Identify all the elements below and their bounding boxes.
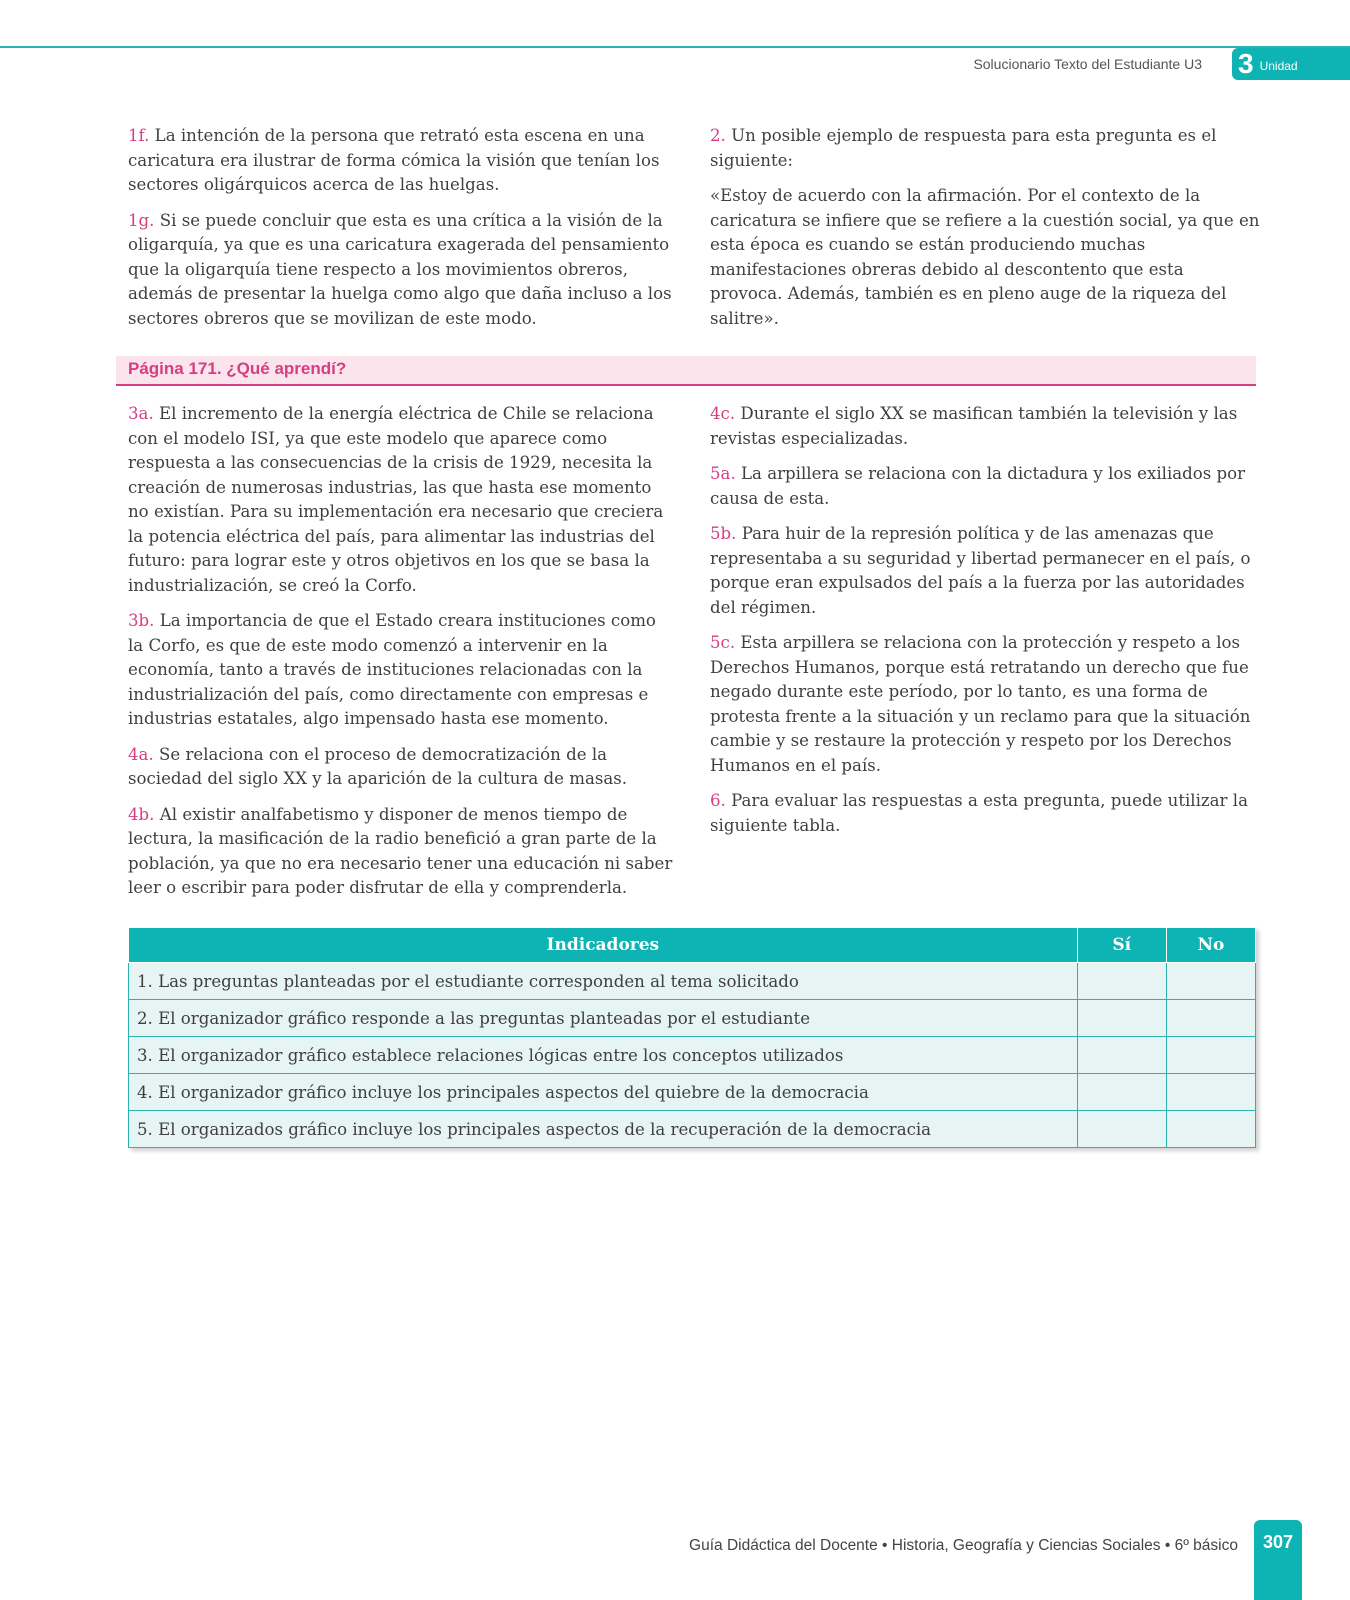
no-checkbox-cell[interactable] xyxy=(1166,1074,1255,1111)
no-checkbox-cell[interactable] xyxy=(1166,963,1255,1000)
top-right-column xyxy=(710,124,1260,342)
header-si: Sí xyxy=(1077,928,1166,963)
page-number: 307 xyxy=(1262,1532,1294,1552)
indicator-cell: 3. El organizador gráfico establece relaciones lógicas entre los conceptos utilizados xyxy=(129,1037,1078,1074)
unit-tab xyxy=(1232,48,1350,80)
answer-paragraph xyxy=(710,522,1260,620)
answer-number: 4c. xyxy=(710,404,736,423)
answer-text: Para evaluar las respuestas a esta pregunta, puede utilizar la siguiente tabla. xyxy=(710,791,1248,835)
section-heading-band xyxy=(116,356,1256,386)
si-checkbox-cell[interactable] xyxy=(1077,1037,1166,1074)
answer-text: Al existir analfabetismo y disponer de menos tiempo de lectura, la masificación de la radio benefició a gran parte de la población, ya que no era necesario tener una educación ni saber leer o escribir para poder disfrutar de ella y comprenderla. xyxy=(128,804,673,897)
answer-paragraph xyxy=(710,124,1260,173)
table-row xyxy=(129,1111,1256,1148)
answer-paragraph xyxy=(128,209,673,332)
answer-paragraph xyxy=(128,743,676,792)
answer-paragraph xyxy=(710,789,1260,838)
answer-text: Se relaciona con el proceso de democratización de la sociedad del siglo XX y la aparición de la cultura de masas. xyxy=(128,744,628,788)
table-row xyxy=(129,1037,1256,1074)
bottom-right-column xyxy=(710,402,1260,849)
si-checkbox-cell[interactable] xyxy=(1077,1111,1166,1148)
answer-number: 5b. xyxy=(710,524,737,543)
answer-number: 5a. xyxy=(710,464,736,483)
answer-paragraph xyxy=(710,402,1260,451)
unit-label: Unidad xyxy=(1259,59,1298,73)
table-row xyxy=(129,963,1256,1000)
answer-text: La arpillera se relaciona con la dictadura y los exiliados por causa de esta. xyxy=(710,464,1246,508)
header-no: No xyxy=(1166,928,1255,963)
answer-text: La intención de la persona que retrató esta escena en una caricatura era ilustrar de forma cómica la visión que tenían los sectores oligárquicos acerca de las huelgas. xyxy=(128,126,660,194)
no-checkbox-cell[interactable] xyxy=(1166,1037,1255,1074)
answer-text: El incremento de la energía eléctrica de Chile se relaciona con el modelo ISI, ya que este modelo que aparece como respuesta a las consecuencias de la crisis de 1929, necesita la creación de numerosas industrias, las que hasta ese momento no existían. Para su implementación era necesario que creciera la potencia eléctrica del país, para alimentar las industrias del futuro: para lograr este y otros objetivos en los que se basa la industrialización, se creó la Corfo. xyxy=(128,404,664,595)
bottom-left-column xyxy=(128,402,676,912)
answer-text: «Estoy de acuerdo con la afirmación. Por el contexto de la caricatura se infiere que se refiere a la cuestión social, ya que en esta época es cuando se están produciendo muchas manifestaciones obreras debido al descontento que esta provoca. Además, también es en pleno auge de la riqueza del salitre». xyxy=(710,186,1260,328)
top-left-column xyxy=(128,124,673,342)
header-title: Solucionario Texto del Estudiante U3 xyxy=(973,56,1202,72)
table-header-row xyxy=(129,928,1256,963)
answer-number: 5c. xyxy=(710,633,736,652)
answer-paragraph xyxy=(128,609,676,732)
table-row xyxy=(129,1000,1256,1037)
answer-number: 4b. xyxy=(128,804,155,824)
si-checkbox-cell[interactable] xyxy=(1077,963,1166,1000)
page-number-tab xyxy=(1254,1520,1302,1600)
si-checkbox-cell[interactable] xyxy=(1077,1000,1166,1037)
indicator-cell: 1. Las preguntas planteadas por el estudiante corresponden al tema solicitado xyxy=(129,963,1078,1000)
answer-number: 1f. xyxy=(128,126,150,145)
answer-text: Para huir de la represión política y de las amenazas que representaba a su seguridad y libertad permanecer en el país, o porque eran expulsados del país a la fuerza por las autoridades del régimen. xyxy=(710,524,1251,617)
answer-text: Durante el siglo XX se masifican también la televisión y las revistas especializadas. xyxy=(710,404,1238,448)
answer-paragraph xyxy=(710,462,1260,511)
answer-number: 3b. xyxy=(128,611,155,630)
no-checkbox-cell[interactable] xyxy=(1166,1000,1255,1037)
table-row xyxy=(129,1074,1256,1111)
indicator-cell: 4. El organizador gráfico incluye los principales aspectos del quiebre de la democracia xyxy=(129,1074,1078,1111)
answer-text: La importancia de que el Estado creara instituciones como la Corfo, es que de este modo comenzó a intervenir en la economía, tanto a través de instituciones relacionadas con la industrialización del país, como directamente con empresas e industrias estatales, algo impensado hasta ese momento. xyxy=(128,611,656,728)
section-title: Página 171. ¿Qué aprendí? xyxy=(128,359,347,378)
no-checkbox-cell[interactable] xyxy=(1166,1111,1255,1148)
answer-text: Esta arpillera se relaciona con la protección y respeto a los Derechos Humanos, porque está retratando un derecho que fue negado durante este período, por lo tanto, es una forma de protesta frente a la situación y un reclamo para que la situación cambie y se restaure la protección y respeto por los Derechos Humanos en el país. xyxy=(710,633,1251,775)
unit-number: 3 xyxy=(1238,48,1254,79)
evaluation-table xyxy=(128,927,1256,1148)
header-rule xyxy=(0,46,1350,48)
answer-paragraph xyxy=(710,631,1260,778)
answer-paragraph xyxy=(128,803,676,901)
answer-paragraph xyxy=(128,402,676,598)
answer-number: 1g. xyxy=(128,210,155,230)
answer-number: 2. xyxy=(710,126,726,145)
answer-text: Si se puede concluir que esta es una crítica a la visión de la oligarquía, ya que es una caricatura exagerada del pensamiento que la oligarquía tiene respecto a los movimientos obreros, además de presentar la huelga como algo que daña incluso a los sectores obreros que se movilizan de este modo. xyxy=(128,210,672,328)
answer-number: 3a. xyxy=(128,404,154,423)
si-checkbox-cell[interactable] xyxy=(1077,1074,1166,1111)
indicator-cell: 5. El organizados gráfico incluye los principales aspectos de la recuperación de la democracia xyxy=(129,1111,1078,1148)
footer-text: Guía Didáctica del Docente • Historia, Geografía y Ciencias Sociales • 6º básico xyxy=(689,1537,1238,1554)
answer-paragraph xyxy=(128,124,673,198)
answer-text: Un posible ejemplo de respuesta para esta pregunta es el siguiente: xyxy=(710,126,1217,170)
answer-number: 6. xyxy=(710,791,726,810)
indicator-cell: 2. El organizador gráfico responde a las preguntas planteadas por el estudiante xyxy=(129,1000,1078,1037)
header-indicadores: Indicadores xyxy=(129,928,1078,963)
answer-number: 4a. xyxy=(128,744,154,764)
quote-paragraph xyxy=(710,184,1260,331)
